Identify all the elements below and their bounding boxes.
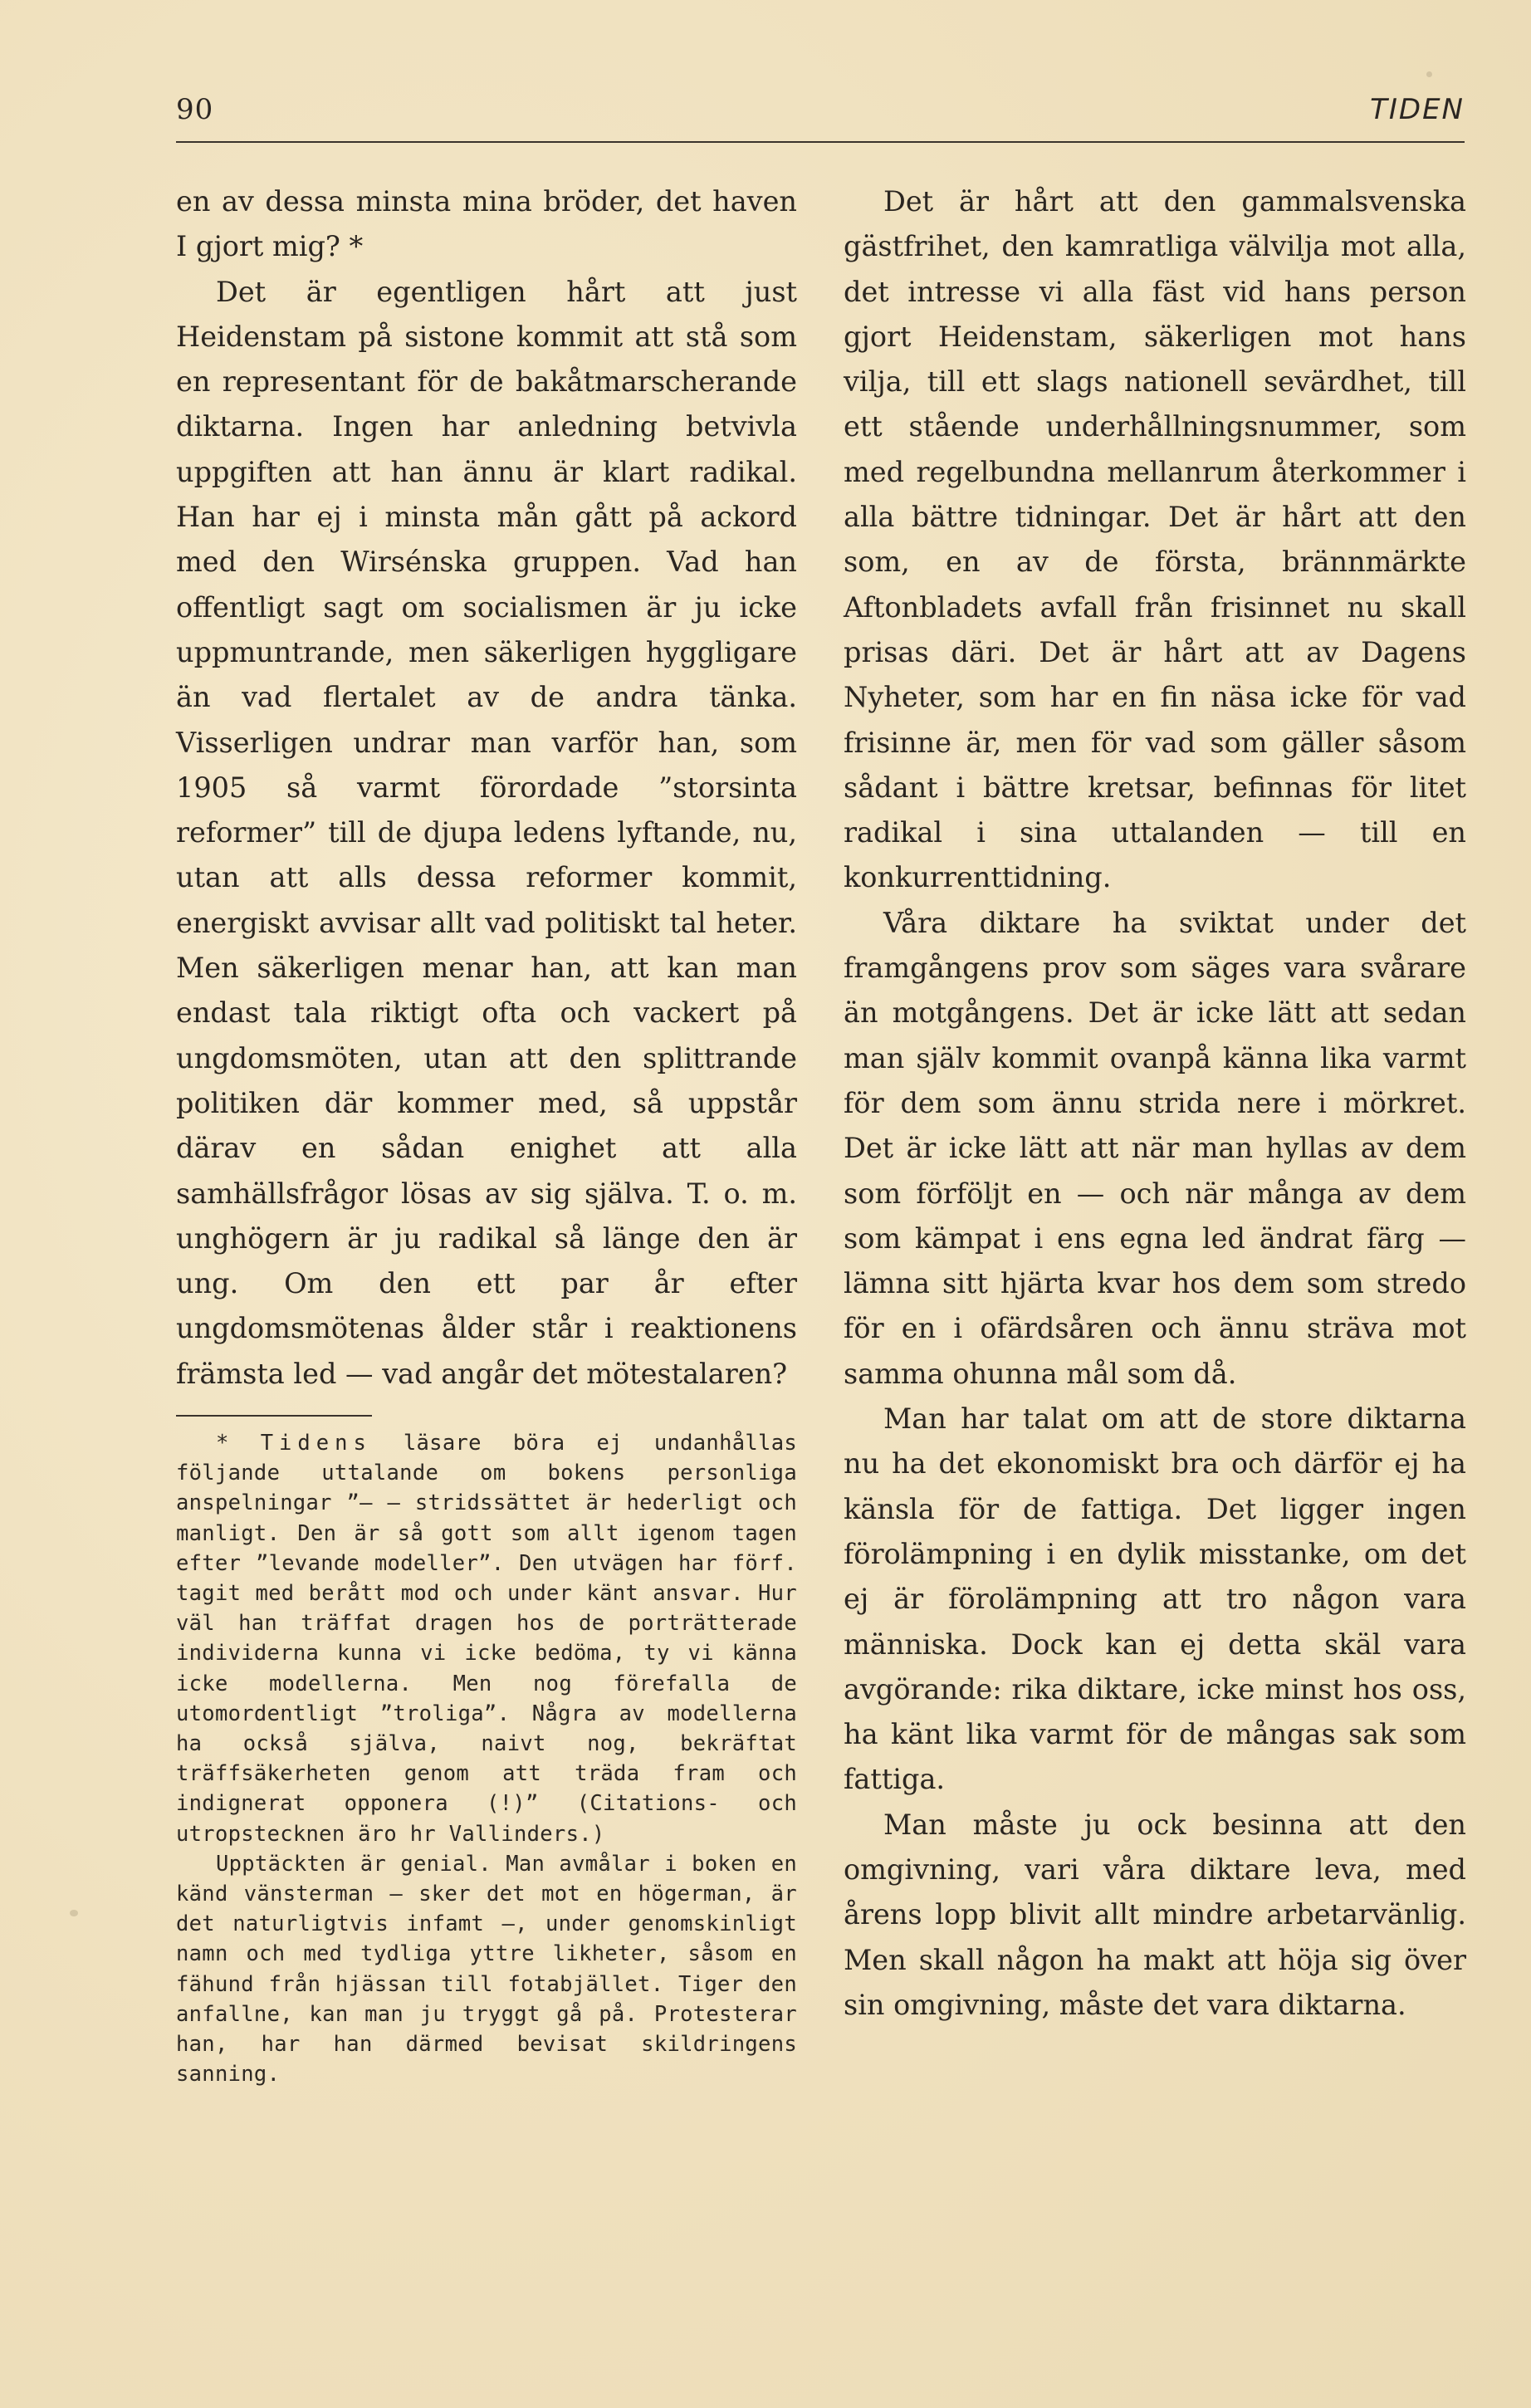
footnote-paragraph [176,1428,797,1849]
footnote-rule [176,1415,372,1417]
paper-speck [1426,71,1432,77]
paragraph: Det är hårt att den gammalsvenska gästfrihet, den kamratliga välvilja mot alla, det intresse vi alla fäst vid hans person gjort Heidenstam, säkerligen mot hans vilja, till ett slags nationell sevärdhet, till ett stående underhållningsnummer, som med regelbundna mellanrum återkommer i alla bättre tidningar. Det är hårt att den som, en av de första, brännmärkte Aftonbladets avfall från frisinnet nu skall prisas däri. Det är hårt att av Dagens Nyheter, som har en fin näsa icke för vad frisinne är, men för vad som gäller såsom sådant i bättre kretsar, befinnas för litet radikal i sina uttalanden — till en konkurrenttidning. [844,185,1466,894]
left-column [176,179,797,2089]
paragraph: Våra diktare ha sviktat under det framgångens prov som säges vara svårare än motgångens. Det är icke lätt att sedan man själv kommit ovanpå känna lika varmt för dem som ännu strida nere i mörkret. Det är icke lätt att när man hyllas av dem som förföljt en — och när många av dem som kämpat i ens egna led ändrat färg — lämna sitt hjärta kvar hos dem som stredo för en i ofärdsåren och ännu sträva mot samma ohunna mål som då. [844,906,1466,1390]
paragraph: Det är egentligen hårt att just Heidenstam på sistone kommit att stå som en representant för de bakåtmarscherande diktarna. Ingen har anledning betvivla uppgiften att han ännu är klart radikal. Han har ej i minsta mån gått på ackord med den Wirsénska gruppen. Vad han offentligt sagt om socialismen är ju icke uppmuntrande, men säkerligen hyggligare än vad flertalet av de andra tänka. Visserligen undrar man varför han, som 1905 så varmt förordade ”storsinta reformer” till de djupa ledens lyftande, nu, utan att alls dessa reformer kommit, energiskt avvisar allt vad politiskt tal heter. Men säkerligen menar han, att kan man endast tala riktigt ofta och vackert på ungdomsmöten, utan att den splittrande politiken där kommer med, så uppstår därav en sådan enighet att alla samhällsfrågor lösas av sig själva. T. o. m. unghögern är ju radikal så länge den är ung. Om den ett par år efter ungdomsmötenas ålder står i reaktionens främsta led — vad angår det mötestalaren? [176,275,797,1390]
header-rule [176,141,1465,143]
paragraph: Man måste ju ock besinna att den omgivning, vari våra diktare leva, med årens lopp blivit allt mindre arbetarvänlig. Men skall någon ha makt att höja sig över sin omgivning, måste det vara diktarna. [844,1808,1466,2021]
footnote-spaced-word: Tidens [260,1431,372,1456]
footnote-text: läsare böra ej undanhållas följande uttalande om bokens personliga anspelningar ”— — stridssättet är hederligt och manligt. Den är så gott som allt igenom tagen efter ”levande modeller”. Den utvägen har förf. tagit med berått mod och under känt ansvar. Hur väl han träffat dragen hos de porträtterade individerna kunna vi icke bedöma, ty vi känna icke modellerna. Men nog förefalla de utomordentligt ”troliga”. Några av modellerna ha också själva, naivt nog, bekräftat träffsäkerheten genom att träda fram och indignerat opponera (!)” (Citations- och utropstecknen äro hr Vallinders.) [176,1431,797,1847]
right-column [844,179,1466,2028]
footnote-paragraph: Upptäckten är genial. Man avmålar i boken en känd vänsterman — sker det mot en högerman, är det naturligtvis infamt —, under genomskinligt namn och med tydliga yttre likheter, såsom en fähund från hjässan till fotabjället. Tiger den anfallne, kan man ju tryggt gå på. Protesterar han, har han därmed bevisat skildringens sanning. [176,1851,797,2087]
footnote [176,1428,797,2089]
paragraph: en av dessa minsta mina bröder, det haven I gjort mig? * [176,185,797,263]
paper-speck [70,1910,78,1916]
running-head: TIDEN [1370,93,1465,126]
page-number: 90 [176,93,214,126]
paragraph: Man har talat om att de store diktarna nu ha det ekonomiskt bra och därför ej ha känsla för de fattiga. Det ligger ingen förolämpning i en dylik misstanke, om det ej är förolämpning att tro någon vara människa. Dock kan ej detta skäl vara avgörande: rika diktare, icke minst hos oss, ha känt lika varmt för de mångas sak som fattiga. [844,1402,1466,1796]
footnote-marker: * [216,1431,229,1456]
